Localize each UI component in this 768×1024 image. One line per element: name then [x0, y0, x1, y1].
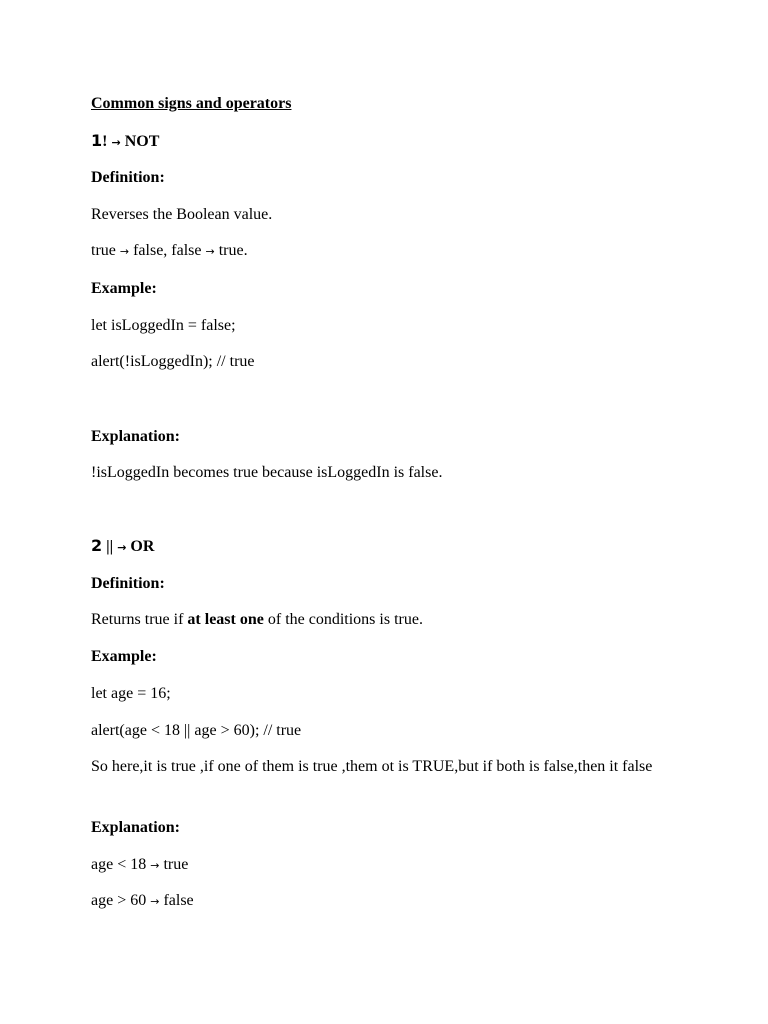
section-1-explanation-heading: Explanation: [91, 428, 180, 445]
section-1-code-line-1: let isLoggedIn = false; [91, 317, 236, 334]
section-2-explanation-line-2 [91, 891, 194, 912]
exp2-right: false [163, 892, 194, 909]
rule-true-end: true. [218, 242, 248, 259]
definition-pre: Returns true if [91, 611, 188, 628]
section-1-explanation-text: !isLoggedIn becomes true because isLoggedIn is false. [91, 464, 443, 481]
rule-false: false, false [133, 242, 202, 259]
section-1-definition-heading: Definition: [91, 169, 165, 186]
section-1-heading [91, 131, 159, 153]
section-2-operator: || [106, 538, 114, 555]
section-1-name: NOT [124, 133, 160, 150]
definition-post: of the conditions is true. [263, 611, 423, 628]
arrow-icon: → [111, 136, 121, 149]
section-2-example-heading: Example: [91, 648, 157, 665]
arrow-icon: → [205, 245, 215, 258]
rule-true: true [91, 242, 116, 259]
section-2-definition-text [91, 610, 423, 630]
section-1-operator: ! [102, 133, 108, 150]
section-1-number: 1 [91, 131, 103, 150]
section-1-example-heading: Example: [91, 280, 157, 297]
section-2-definition-heading: Definition: [91, 575, 165, 592]
arrow-icon: → [150, 895, 160, 908]
exp1-right: true [163, 856, 189, 873]
section-2-code-line-2: alert(age < 18 || age > 60); // true [91, 722, 302, 739]
section-1-rule [91, 241, 248, 262]
arrow-icon: → [150, 859, 160, 872]
section-2-explanation-heading: Explanation: [91, 819, 180, 836]
exp2-left: age > 60 [91, 892, 147, 909]
exp1-left: age < 18 [91, 856, 147, 873]
section-2-code-line-1: let age = 16; [91, 685, 171, 702]
section-1-code-line-2: alert(!isLoggedIn); // true [91, 353, 255, 370]
section-2-heading [91, 536, 154, 558]
section-2-number: 2 [91, 536, 103, 555]
arrow-icon: → [117, 541, 127, 554]
section-2-name: OR [130, 538, 155, 555]
document-title: Common signs and operators [91, 95, 292, 112]
section-2-note: So here,it is true ,if one of them is true ,them ot is TRUE,but if both is false,then it false [91, 758, 653, 775]
arrow-icon: → [119, 245, 130, 258]
definition-emphasis: at least one [187, 611, 264, 628]
section-2-explanation-line-1 [91, 855, 188, 876]
section-1-definition-text: Reverses the Boolean value. [91, 206, 273, 223]
